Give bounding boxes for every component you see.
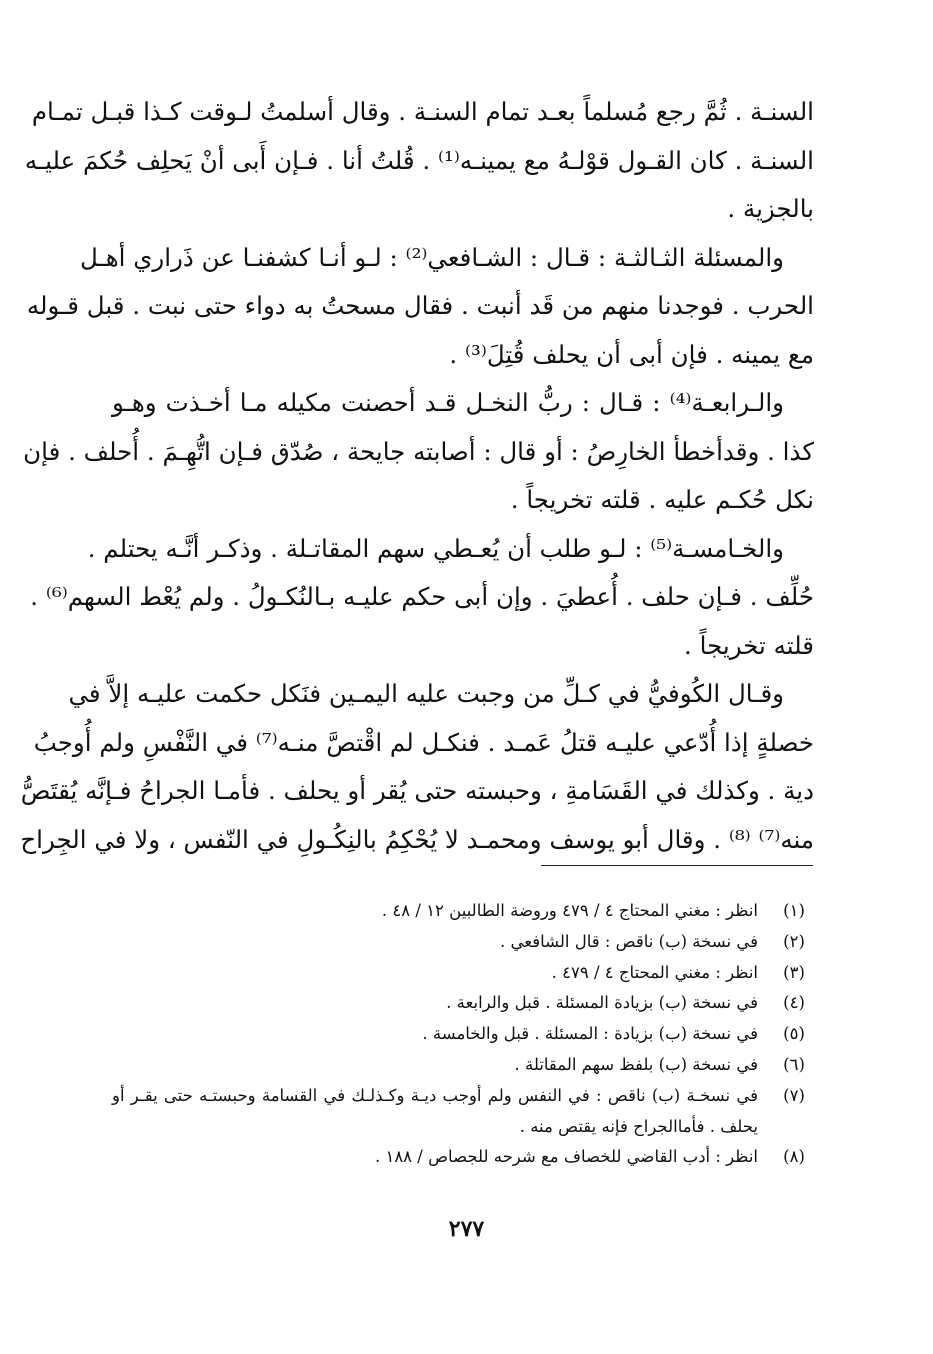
- footnote-item: [112, 896, 814, 927]
- footnote-number: (٢): [783, 931, 805, 951]
- text-line: منه⁽⁷⁾ ⁽⁸⁾ . وقال أبو يوسف ومحمـد لا يُحْكِمُ بالنِكُـولِ في النّفس ، ولا في الجِراح: [20, 824, 814, 854]
- footnote-item: [112, 1142, 814, 1173]
- text-line: كذا . وقدأخطأ الخارِصُ : أو قال : أصابته جايحة ، صُدّق فـإن اتُّهِـمَ . أُحلف . فإن: [23, 436, 814, 466]
- text-line: السنـة . كان القـول قوْلـهُ مع يمينـه⁽¹⁾ . قُلتُ أنا . فـإن أَبى أنْ يَحلِف حُكمَ عليـه: [24, 145, 814, 175]
- text-line: حُلِّف . فـإن حلف . أُعطيَ . وإن أبى حكم عليـه بـالنُكـولُ . ولم يُعْط السهم⁽⁶⁾ .: [30, 582, 814, 611]
- footnote-number: (٥): [783, 1024, 805, 1044]
- paragraph: [23, 379, 814, 525]
- footnote-divider: [541, 865, 813, 866]
- footnote-number: (٦): [783, 1054, 805, 1074]
- footnote-number: (٤): [783, 993, 805, 1013]
- footnote-text: في نسخة (ب) بلفظ سهم المقاتلة .: [514, 1054, 758, 1074]
- footnote-text: في نسخـة (ب) ناقص : في النفس ولم أوجب ديـة وكـذلـك في القسامة وحبستـه حتى يقـر أو: [112, 1085, 758, 1105]
- text-line: الحرب . فوجدنا منهم من قَد أنبت . فقال مسحتُ به دواء حتى نبت . قبل قـوله: [26, 291, 814, 320]
- footnote-text: في نسخة (ب) بزيادة المسئلة . قبل والرابعة .: [446, 993, 758, 1013]
- footnote-text: في نسخة (ب) بزيادة : المسئلة . قبل والخامسة .: [422, 1024, 758, 1044]
- footnote-item: [112, 958, 814, 989]
- text-line: والخـامسـة⁽⁵⁾ : لـو طلب أن يُعـطي سهم المقاتـلة . وذكـر أنَّـه يحتلم .: [87, 533, 784, 563]
- footnote-number: (٨): [783, 1147, 805, 1167]
- footnote-text: انظر : مغني المحتاج ٤ / ٤٧٩ .: [551, 962, 758, 982]
- paragraph: [26, 234, 814, 380]
- footnote-item: [112, 1050, 814, 1081]
- page-number: ٢٧٧: [448, 1216, 485, 1242]
- footnote-number: (١): [783, 901, 805, 920]
- footnote-number: (٧): [783, 1085, 805, 1105]
- paragraph: [20, 670, 814, 864]
- text-line: دية . وكذلك في القَسَامةِ ، وحبسته حتى يُقر أو يحلف . فأمـا الجراحُ فـإنَّه يُقتَصُّ: [20, 776, 814, 805]
- text-line: والـرابعـة⁽⁴⁾ : قـال : ربُّ النخـل قـد أحصنت مكيله مـا أخـذت وهـو: [112, 388, 784, 417]
- footnotes: [112, 896, 814, 1173]
- paragraph: [24, 88, 814, 234]
- paragraph: [30, 525, 814, 671]
- text-line: خصلةٍ إذا أُدّعي عليـه قتلُ عَمـد . فنكـل لم اقْتصَّ منـه⁽⁷⁾ في النَّفْسِ ولم أُوجبُ: [33, 727, 814, 757]
- footnote-text: انظر : أدب القاضي للخصاف مع شرحه للجصاص / ١٨٨ .: [374, 1147, 758, 1167]
- footnote-item: [112, 1081, 814, 1143]
- text-line: مع يمينه . فإن أبى أن يحلف قُتِلَ⁽³⁾ .: [449, 339, 814, 369]
- footnote-text: يحلف . فأماالجراح فإنه يقتص منه .: [519, 1116, 758, 1136]
- footnote-text: انظر : مغني المحتاج ٤ / ٤٧٩ وروضة الطالبين ١٢ / ٤٨ .: [381, 901, 758, 920]
- footnote-text: في نسخة (ب) ناقص : قال الشافعي .: [500, 931, 758, 951]
- text-line: نكل حُكـم عليه . قلته تخريجاً .: [510, 485, 814, 514]
- footnote-item: [112, 1019, 814, 1050]
- text-line: والمسئلة الثـالثـة : قـال : الشـافعي⁽²⁾ : لـو أنـا كشفنـا عن ذَراري أهـل: [79, 242, 784, 272]
- footnote-item: [112, 927, 814, 958]
- footnote-number: (٣): [783, 962, 805, 982]
- main-text: [20, 88, 814, 864]
- text-line: قلته تخريجاً .: [684, 630, 814, 660]
- text-line: السنـة . ثُمَّ رجع مُسلماً بعـد تمام السنـة . وقال أسلمتُ لـوقت كـذا قبـل تمـام: [31, 97, 814, 126]
- text-line: بالجزية .: [727, 194, 814, 223]
- text-line: وقـال الكُوفيُّ في كـلِّ من وجبت عليه اليمـين فنَكل حكمت عليـه إلاَّ في: [68, 679, 784, 708]
- footnote-item: [112, 988, 814, 1019]
